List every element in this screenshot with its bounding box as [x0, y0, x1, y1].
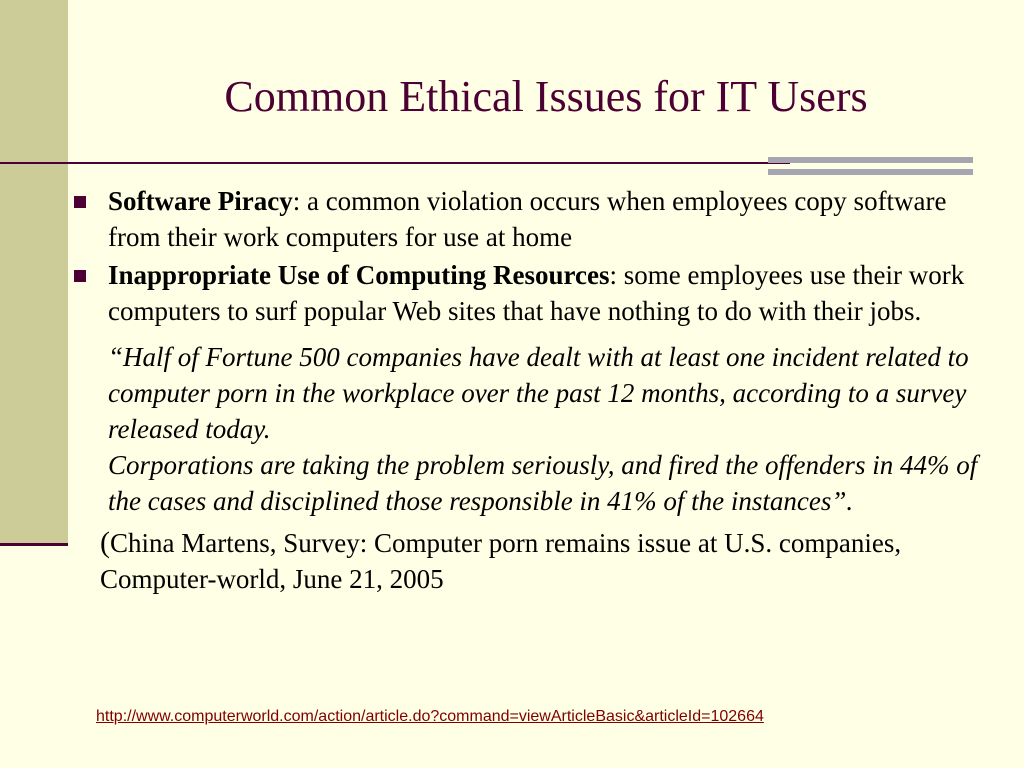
- bullet-text: : a common violation occurs when employees copy software from their work computers for use at home: [108, 186, 947, 252]
- quote-paragraph: Corporations are taking the problem seriously, and fired the offenders in 44% of the cases and disciplined those responsible in 41% of the instances”.: [108, 450, 978, 516]
- source-citation: [72, 525, 1002, 597]
- citation-text: China Martens, Survey: Computer porn remains issue at U.S. companies, Computer-world, June 21, 2005: [100, 528, 902, 594]
- quote-paragraph: “Half of Fortune 500 companies have dealt with at least one incident related to computer porn in the workplace over the past 12 months, according to a survey released today.: [108, 342, 969, 444]
- citation-paren: (: [100, 526, 110, 559]
- source-link[interactable]: http://www.computerworld.com/action/article.do?command=viewArticleBasic&articleId=102664: [96, 708, 764, 725]
- bullet-text: : some employees use their work computers to surf popular Web sites that have nothing to do with their jobs.: [108, 260, 965, 326]
- bullet-term: Inappropriate Use of Computing Resources: [108, 260, 610, 290]
- left-decorative-band: [0, 0, 68, 545]
- decorative-gray-bar-bottom: [768, 169, 973, 175]
- bullet-software-piracy: [72, 183, 1002, 255]
- square-bullet-icon: [74, 270, 86, 282]
- survey-quote: [72, 339, 1002, 519]
- decorative-gray-bar-top: [768, 157, 973, 163]
- slide-title: Common Ethical Issues for IT Users: [224, 72, 868, 121]
- left-decorative-line: [0, 543, 68, 546]
- bullet-term: Software Piracy: [108, 186, 293, 216]
- bullet-inappropriate-use: [72, 257, 1002, 329]
- square-bullet-icon: [74, 196, 86, 208]
- title-divider-line: [0, 162, 790, 164]
- slide-body: [72, 183, 1002, 597]
